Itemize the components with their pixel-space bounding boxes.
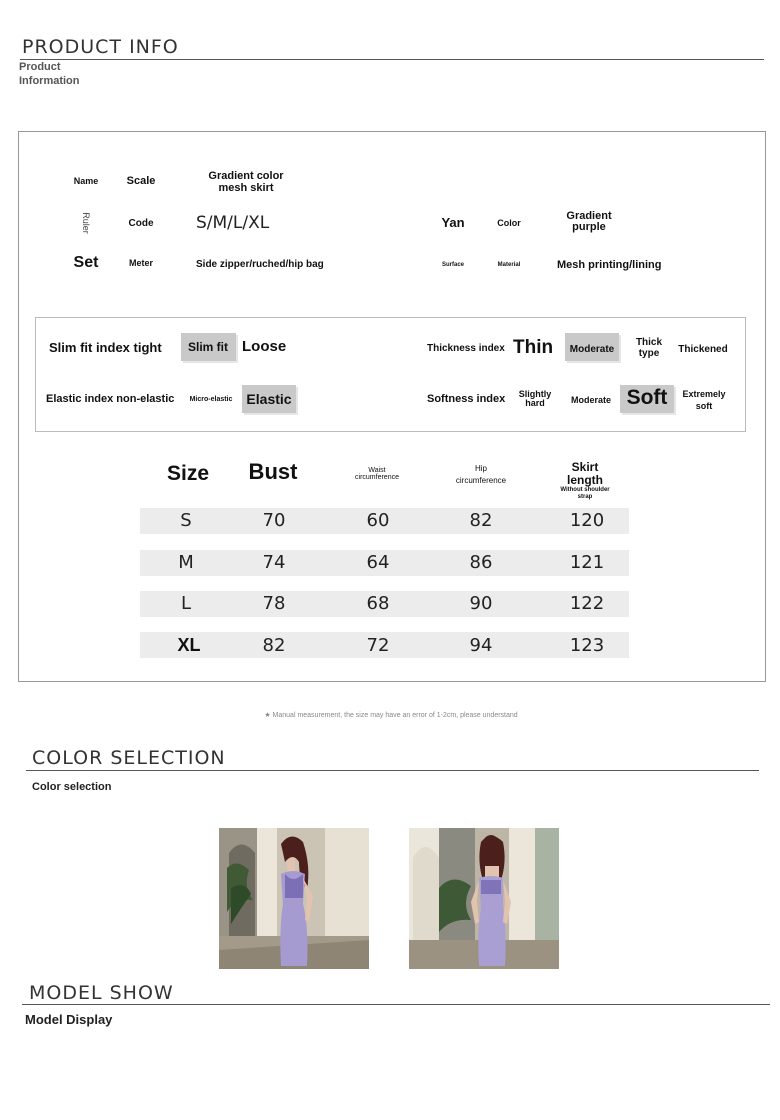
measurement-note: ★ Manual measurement, the size may have an error of 1-2cm, please understand (264, 712, 518, 719)
bust-cell: 70 (262, 510, 286, 531)
product-info-title: PRODUCT INFO (22, 36, 179, 58)
slim-fit-index-label: Slim fit index tight (49, 340, 162, 355)
elastic-selected: Elastic (246, 391, 292, 407)
product-photo-back[interactable] (409, 828, 559, 969)
skirt-cell: 120 (569, 510, 605, 531)
bust-cell: 82 (262, 635, 286, 656)
hip-cell: 90 (469, 593, 493, 614)
bust-cell: 78 (262, 593, 286, 614)
material-label: Material (497, 262, 521, 268)
hip-header: Hip circumference (455, 464, 507, 486)
color-selection-subtitle: Color selection (32, 781, 112, 793)
model-show-subtitle: Model Display (25, 1012, 113, 1027)
slim-fit-selected: Slim fit (187, 340, 229, 354)
meter-label: Meter (128, 258, 154, 268)
elastic-index-label: Elastic index non-elastic (46, 393, 175, 405)
waist-cell: 68 (366, 593, 390, 614)
name-label: Name (73, 176, 99, 186)
skirt-cell: 123 (569, 635, 605, 656)
size-header: Size (166, 462, 210, 485)
bust-cell: 74 (262, 552, 286, 573)
softness-index-label: Softness index (427, 393, 506, 405)
color-label: Color (497, 218, 521, 228)
product-info-subtitle: Product Information (19, 61, 80, 87)
skirt-length-header: Skirt length Without shoulder strap (560, 460, 610, 501)
model-back-image (409, 828, 559, 969)
size-cell: L (180, 593, 192, 614)
product-name-value: Gradient color mesh skirt (208, 170, 284, 194)
waist-cell: 64 (366, 552, 390, 573)
thickness-thickened: Thickened (678, 344, 728, 355)
elastic-micro: Micro-elastic (189, 396, 233, 403)
product-photo-front[interactable] (219, 828, 369, 969)
thickness-index-label: Thickness index (427, 343, 505, 354)
waist-header: Waist circumference (355, 467, 399, 482)
softness-slightly-hard: Slightly hard (518, 389, 552, 408)
thickness-moderate: Moderate (569, 344, 615, 355)
yan-label: Yan (441, 215, 465, 230)
model-show-rule (22, 1004, 770, 1005)
slim-fit-loose: Loose (242, 338, 287, 355)
size-cell: S (180, 510, 192, 531)
model-show-title: MODEL SHOW (29, 982, 174, 1004)
index-box (35, 317, 746, 432)
color-selection-rule (26, 770, 759, 771)
surface-label: Surface (441, 262, 465, 268)
product-info-rule (20, 59, 764, 60)
bust-header: Bust (248, 459, 298, 484)
ruler-label: Ruler (81, 212, 91, 234)
skirt-cell: 121 (569, 552, 605, 573)
size-cell: XL (177, 635, 201, 655)
skirt-cell: 122 (569, 593, 605, 614)
code-label: Code (128, 218, 154, 229)
softness-selected: Soft (626, 386, 668, 409)
thickness-thick-type: Thick type (635, 337, 663, 359)
softness-extremely-soft: Extremely soft (682, 389, 726, 411)
hip-cell: 82 (469, 510, 493, 531)
scale-label: Scale (126, 175, 156, 187)
waist-cell: 60 (366, 510, 390, 531)
set-label: Set (73, 254, 99, 271)
thickness-thin: Thin (513, 337, 554, 358)
color-selection-title: COLOR SELECTION (32, 747, 226, 769)
waist-cell: 72 (366, 635, 390, 656)
model-front-image (219, 828, 369, 969)
hip-cell: 86 (469, 552, 493, 573)
color-value: Gradient purple (566, 210, 612, 233)
meter-value: Side zipper/ruched/hip bag (196, 259, 324, 270)
material-value: Mesh printing/lining (557, 259, 662, 271)
softness-moderate: Moderate (570, 395, 612, 405)
size-cell: M (178, 552, 194, 573)
hip-cell: 94 (469, 635, 493, 656)
code-value: S/M/L/XL (196, 213, 270, 233)
